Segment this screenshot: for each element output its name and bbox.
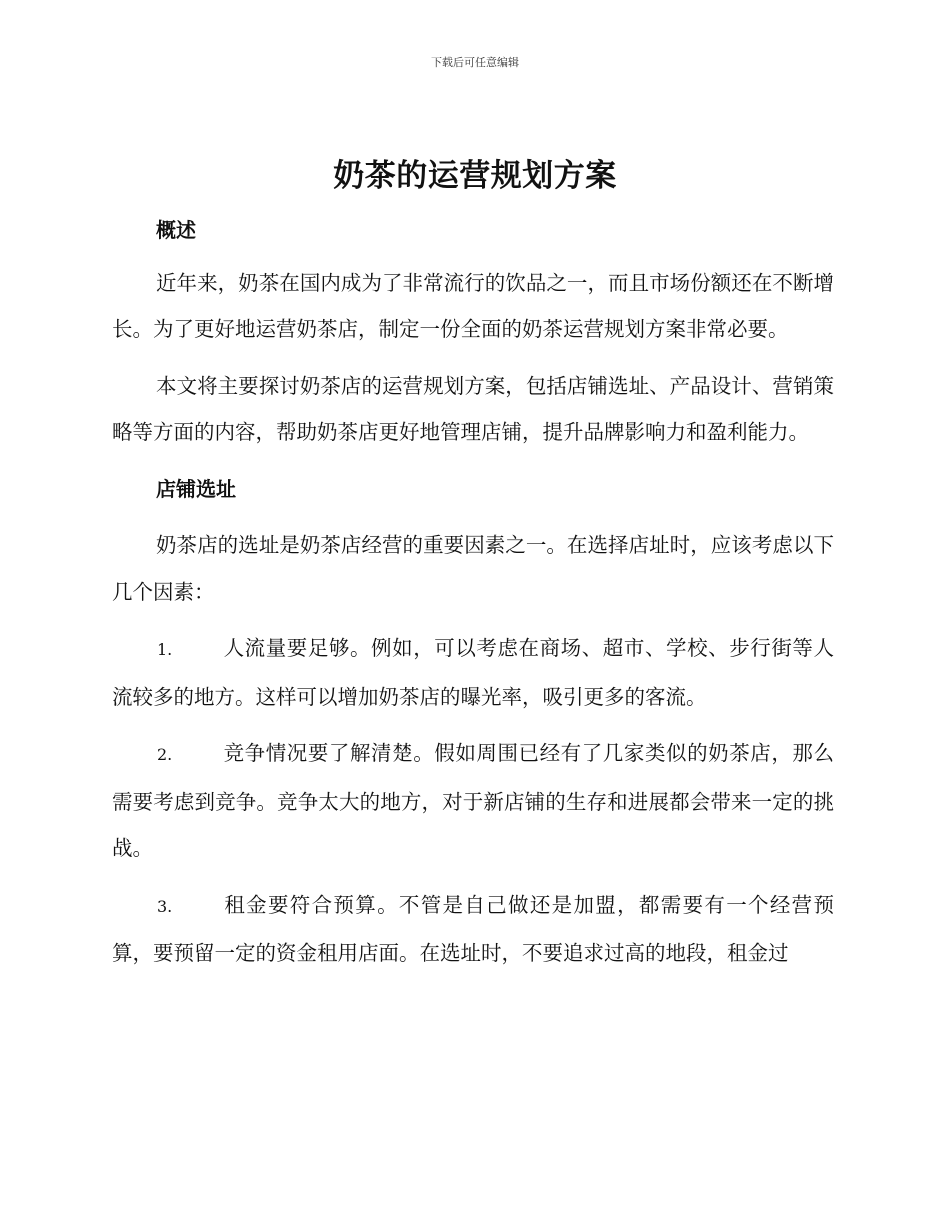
overview-paragraph-2: 本文将主要探讨奶茶店的运营规划方案，包括店铺选址、产品设计、营销策略等方面的内容，帮助奶茶店更好地管理店铺，提升品牌影响力和盈利能力。 — [112, 373, 834, 444]
document-title: 奶茶的运营规划方案 — [333, 158, 617, 194]
section-heading-location: 店铺选址 — [156, 476, 236, 501]
list-item-number: 1. — [157, 640, 173, 659]
list-item-number: 2. — [157, 745, 173, 764]
list-item-text: 租金要符合预算。不管是自己做还是加盟，都需要有一个经营预算，要预留一定的资金租用店面。在选址时，不要追求过高的地段，租金过 — [112, 892, 834, 965]
overview-paragraph-1: 近年来，奶茶在国内成为了非常流行的饮品之一，而且市场份额还在不断增长。为了更好地运营奶茶店，制定一份全面的奶茶运营规划方案非常必要。 — [112, 270, 834, 341]
section-heading-overview: 概述 — [156, 218, 196, 242]
list-item — [112, 882, 834, 977]
list-item-number: 3. — [157, 896, 173, 916]
list-item-text: 竞争情况要了解清楚。假如周围已经有了几家类似的奶茶店，那么需要考虑到竞争。竞争太大的地方，对于新店铺的生存和进展都会带来一定的挑战。 — [112, 741, 834, 860]
document-body — [112, 207, 834, 977]
list-item — [112, 730, 834, 872]
header-note: 下载后可任意编辑 — [431, 56, 519, 69]
list-item — [112, 625, 834, 720]
list-item-text: 人流量要足够。例如，可以考虑在商场、超市、学校、步行街等人流较多的地方。这样可以增加奶茶店的曝光率，吸引更多的客流。 — [112, 636, 834, 709]
location-intro-paragraph: 奶茶店的选址是奶茶店经营的重要因素之一。在选择店址时，应该考虑以下几个因素： — [112, 533, 834, 604]
